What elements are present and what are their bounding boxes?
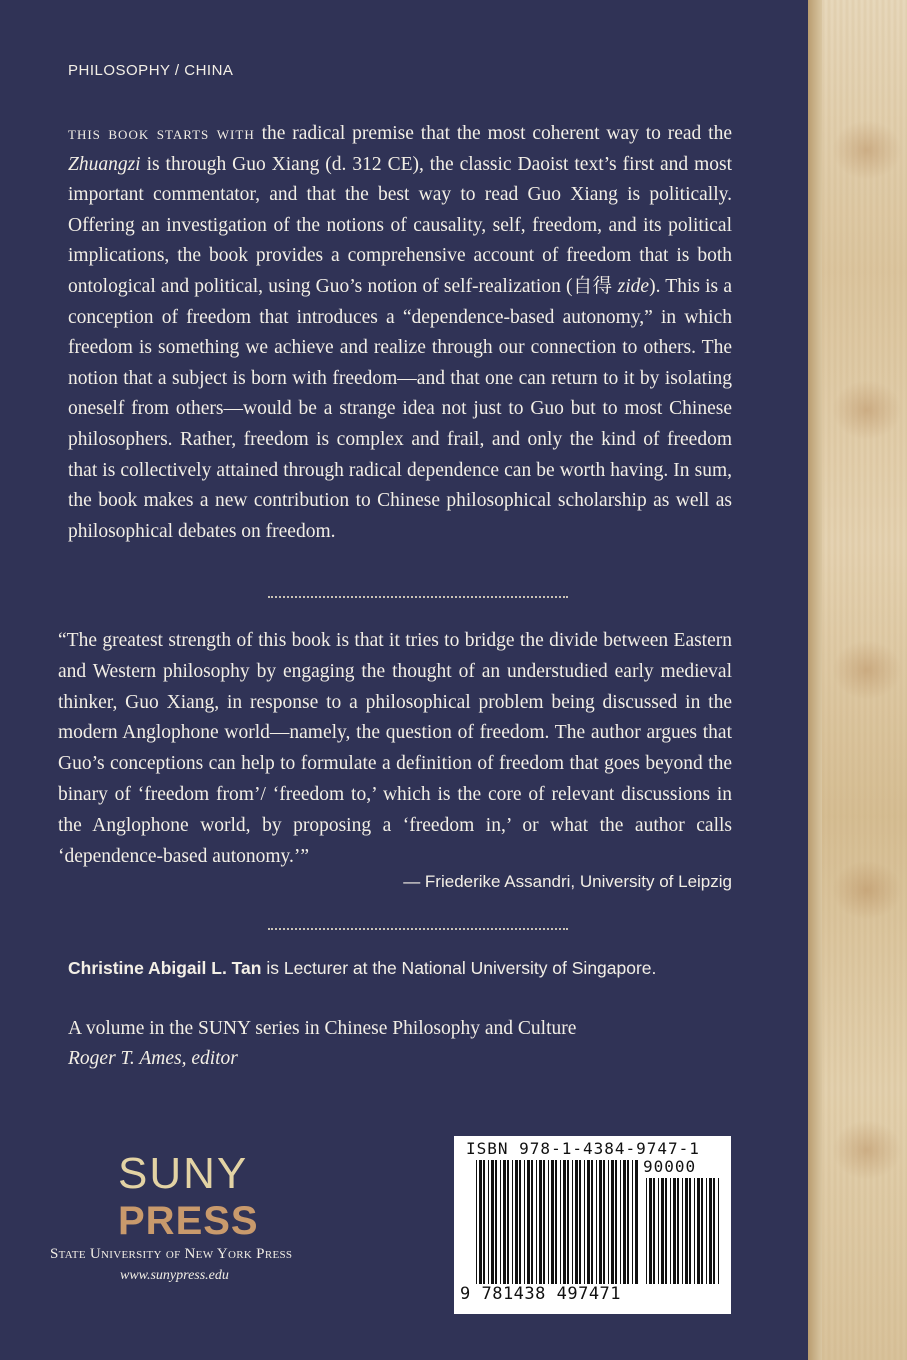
barcode-bar (527, 1160, 530, 1284)
barcode-bar (536, 1160, 537, 1284)
barcode-bar (503, 1160, 506, 1284)
barcode-bar (685, 1178, 688, 1284)
barcode-bar (596, 1160, 597, 1284)
barcode-bar (608, 1160, 609, 1284)
barcode-addon: 90000 (643, 1157, 697, 1176)
barcode-bar (706, 1178, 707, 1284)
publisher-logo-press: PRESS (118, 1199, 259, 1243)
pattern-motif (832, 640, 902, 700)
barcode-bar (673, 1178, 676, 1284)
blurb-text: ). This is a conception of freedom that introduces a “dependence-based autonomy,” in which freedom is something we achieve and realize through our connection to others. The notion that a subject is born with freedom—and that one can return to it by isolating oneself from others—would be a strange idea not just to Guo but to most Chinese philosophers. Rather, freedom is complex and frail, and only the kind of freedom that is collectively attained through radical dependence can be worth having. In sum, the book makes a new contribution to Chinese philosophical scholarship as well as philosophical debates on freedom. (68, 275, 732, 542)
series-info (68, 1014, 576, 1074)
barcode-bar (567, 1160, 569, 1284)
blurb-term-italic: zide (617, 275, 650, 297)
barcode-bar (495, 1160, 497, 1284)
barcode-bar (479, 1160, 482, 1284)
barcode-bar (603, 1160, 605, 1284)
author-name: Christine Abigail L. Tan (68, 958, 262, 978)
spine-edge-band (808, 0, 822, 1360)
barcode-bar (548, 1160, 549, 1284)
barcode-bar (665, 1178, 667, 1284)
series-line: A volume in the SUNY series in Chinese Philosophy and Culture (68, 1018, 577, 1039)
publisher-full-name: State University of New York Press (50, 1246, 293, 1262)
barcode-bar (555, 1160, 557, 1284)
barcode-bar (682, 1178, 683, 1284)
barcode-bar (584, 1160, 585, 1284)
blurb-title-italic: Zhuangzi (68, 153, 141, 175)
author-bio (68, 958, 656, 979)
barcode-bar (697, 1178, 700, 1284)
barcode-bar (515, 1160, 518, 1284)
barcode-bar (689, 1178, 691, 1284)
barcode-bar (694, 1178, 695, 1284)
barcode-bar (579, 1160, 581, 1284)
series-editor: Roger T. Ames, editor (68, 1048, 238, 1069)
barcode-bar (627, 1160, 629, 1284)
barcode-bar (500, 1160, 501, 1284)
barcode-bar (615, 1160, 617, 1284)
pattern-motif (832, 380, 902, 440)
author-bio-text: is Lecturer at the National University of Singapore. (261, 958, 657, 978)
barcode-bar (661, 1178, 664, 1284)
barcode-bar (623, 1160, 626, 1284)
barcode-bar (701, 1178, 703, 1284)
isbn-barcode (454, 1136, 731, 1314)
pattern-motif (832, 120, 902, 180)
barcode-digits: 9 781438 497471 (460, 1284, 622, 1304)
barcode-bar (531, 1160, 533, 1284)
barcode-bar (476, 1160, 477, 1284)
spine-pattern-strip (808, 0, 907, 1360)
barcode-bar (488, 1160, 489, 1284)
barcode-bar (713, 1178, 715, 1284)
barcode-bar (551, 1160, 554, 1284)
blurb-text: is through Guo Xiang (d. 312 CE), the classic Daoist text’s first and most important commentator, and that the best way to read Guo Xiang is politically. Offering an investigation of the notions of causality, self, freedom, and its political implications, the book provides a comprehensive account of freedom that is both ontological and political, using Guo’s notion of self-realization (自得 (68, 153, 732, 297)
barcode-bar (611, 1160, 614, 1284)
endorsement-attribution: — Friederike Assandri, University of Leipzig (403, 872, 732, 891)
pattern-motif (832, 1120, 902, 1180)
barcode-bar (649, 1178, 652, 1284)
barcode-bar (519, 1160, 521, 1284)
barcode-bar (572, 1160, 573, 1284)
pattern-motif (832, 860, 902, 920)
book-description (68, 118, 732, 547)
barcode-bar (543, 1160, 545, 1284)
dotted-divider (268, 596, 568, 598)
barcode-bar (670, 1178, 671, 1284)
barcode-bar (635, 1160, 638, 1284)
blurb-lead: this book starts with (68, 123, 255, 143)
barcode-bar (507, 1160, 509, 1284)
barcode-bar (653, 1178, 655, 1284)
barcode-bar (709, 1178, 712, 1284)
publisher-url: www.sunypress.edu (120, 1268, 229, 1283)
barcode-bar (563, 1160, 566, 1284)
barcode-bar (491, 1160, 494, 1284)
barcode-bar (483, 1160, 485, 1284)
barcode-bar (677, 1178, 679, 1284)
barcode-bar (658, 1178, 659, 1284)
endorsement-quote: “The greatest strength of this book is that it tries to bridge the divide between Eastern and Western philosophy by engaging the thought of an understudied early medieval thinker, Guo Xiang, in response to a philosophical problem being discussed in the modern Anglophone world—namely, the question of freedom. The author argues that Guo’s conceptions can help to formulate a definition of freedom that goes beyond the binary of ‘freedom from’/ ‘freedom to,’ which is the core of relevant discussions in the Anglophone world, by proposing a ‘freedom in,’ or what the author calls ‘dependence-based autonomy.’” (58, 630, 732, 867)
barcode-bar (512, 1160, 513, 1284)
barcode-bar (646, 1178, 647, 1284)
barcode-bar (539, 1160, 542, 1284)
barcode-bar (632, 1160, 633, 1284)
blurb-text: the radical premise that the most coherent way to read the (254, 123, 732, 144)
barcode-bar (718, 1178, 719, 1284)
barcode-bar (599, 1160, 602, 1284)
barcode-bar (620, 1160, 621, 1284)
publisher-logo-suny: SUNY (118, 1149, 249, 1198)
isbn-label: ISBN 978-1-4384-9747-1 (466, 1139, 700, 1158)
barcode-bar (524, 1160, 525, 1284)
barcode-bar (575, 1160, 578, 1284)
barcode-bar (587, 1160, 590, 1284)
category-label: PHILOSOPHY / CHINA (68, 62, 234, 79)
barcode-bar (560, 1160, 561, 1284)
dotted-divider (268, 928, 568, 930)
barcode-bar (591, 1160, 593, 1284)
